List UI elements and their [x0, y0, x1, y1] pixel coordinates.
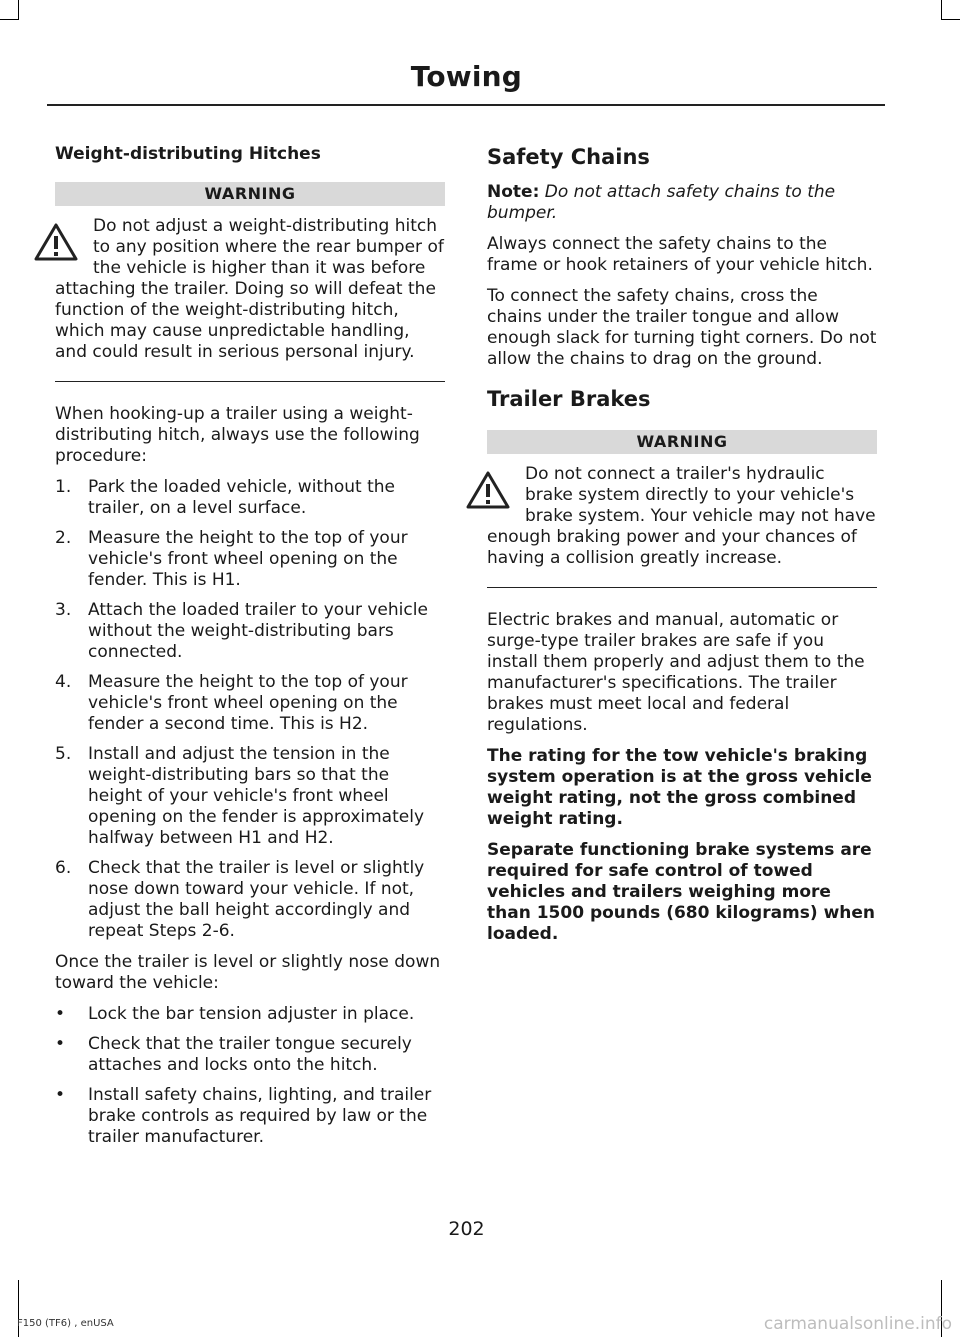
step-number: 3.: [55, 600, 72, 620]
hitch-warning-text: Do not adjust a weight-distributing hitch to any position where the rear bumper of the vehicle is higher than it was before attaching the trailer. Doing so will defeat the function of the weight-distributing hitch, which may cause unpredictable handling, and could result in serious personal injury.: [55, 216, 444, 362]
right-column: [487, 144, 877, 955]
hitch-warning-box: [55, 182, 445, 382]
crop-mark-top-left-h: [0, 19, 19, 20]
step-text: Measure the height to the top of your vehicle's front wheel opening on the fender. This is H1.: [88, 528, 408, 590]
list-item: [55, 528, 445, 591]
note-label: Note:: [487, 182, 540, 202]
bullet-icon: •: [55, 1085, 66, 1105]
trailer-brakes-title: Trailer Brakes: [487, 387, 651, 411]
footer-model-code: F150 (TF6) , enUSA: [17, 1318, 114, 1329]
step-number: 1.: [55, 477, 72, 497]
safety-chains-title: Safety Chains: [487, 145, 650, 169]
safety-paragraph-2: To connect the safety chains, cross the chains under the trailer tongue and allow enough slack for turning tight corners. Do not allow the chains to drag on the ground.: [487, 286, 877, 369]
warning-triangle-icon: [33, 222, 79, 262]
warning-triangle-icon: [465, 470, 511, 510]
brakes-bold-paragraph-2: Separate functioning brake systems are required for safe control of towed vehicles and trailers weighing more than 1500 pounds (680 kilograms) when loaded.: [487, 840, 876, 944]
bullet-icon: •: [55, 1034, 66, 1054]
list-item: [55, 1034, 445, 1076]
list-item: [55, 600, 445, 663]
left-column: [55, 144, 445, 1158]
note-text: Do not attach safety chains to the bumper.: [487, 182, 836, 223]
step-text: Attach the loaded trailer to your vehicle without the weight-distributing bars connected.: [88, 600, 428, 662]
step-number: 4.: [55, 672, 72, 692]
header-rule: [47, 104, 885, 106]
hitch-bullets-list: [55, 1004, 445, 1148]
bullet-text: Check that the trailer tongue securely attaches and locks onto the hitch.: [88, 1034, 412, 1075]
list-item: [55, 744, 445, 849]
crop-mark-top-right-h: [941, 19, 960, 20]
list-item: [55, 1004, 445, 1025]
list-item: [55, 1085, 445, 1148]
crop-mark-top-right-v: [941, 0, 942, 20]
step-number: 2.: [55, 528, 72, 548]
list-item: [55, 858, 445, 942]
list-item: [55, 477, 445, 519]
list-item: [55, 672, 445, 735]
safety-note: [487, 182, 877, 224]
step-text: Park the loaded vehicle, without the trailer, on a level surface.: [88, 477, 395, 518]
crop-mark-top-left-v: [18, 0, 19, 20]
hitch-steps-list: [55, 477, 445, 942]
warning-label: WARNING: [55, 182, 445, 206]
step-text: Check that the trailer is level or slightly nose down toward your vehicle. If not, adjust the ball height accordingly and repeat Steps 2-6.: [88, 858, 425, 941]
watermark: carmanualsonline.info: [763, 1314, 952, 1334]
brakes-bold-paragraph-1: The rating for the tow vehicle's braking system operation is at the gross vehicle weight rating, not the gross combined weight rating.: [487, 746, 872, 829]
bullet-icon: •: [55, 1004, 66, 1024]
step-text: Measure the height to the top of your vehicle's front wheel opening on the fender a second time. This is H2.: [88, 672, 408, 734]
page-title: Towing: [410, 60, 522, 93]
warning-label: WARNING: [487, 430, 877, 454]
hitch-subheading: Weight-distributing Hitches: [55, 144, 321, 164]
brakes-warning-text: Do not connect a trailer's hydraulic brake system directly to your vehicle's brake system. Your vehicle may not have enough braking power and your chances of having a collision greatly increase.: [487, 464, 876, 568]
step-text: Install and adjust the tension in the weight-distributing bars so that the height of your vehicle's front wheel opening on the fender is approximately halfway between H1 and H2.: [88, 744, 425, 848]
brakes-paragraph: Electric brakes and manual, automatic or surge-type trailer brakes are safe if you install them properly and adjust them to the manufacturer's specifications. The trailer brakes must meet local and federal regulations.: [487, 610, 865, 735]
bullet-text: Lock the bar tension adjuster in place.: [88, 1004, 415, 1024]
step-number: 5.: [55, 744, 72, 764]
safety-paragraph-1: Always connect the safety chains to the frame or hook retainers of your vehicle hitch.: [487, 234, 873, 275]
page-number: 202: [448, 1218, 485, 1240]
hitch-intro: When hooking-up a trailer using a weight-distributing hitch, always use the following procedure:: [55, 404, 420, 466]
brakes-warning-box: [487, 430, 877, 588]
bullet-text: Install safety chains, lighting, and trailer brake controls as required by law or the trailer manufacturer.: [88, 1085, 432, 1147]
step-number: 6.: [55, 858, 72, 878]
hitch-after-text: Once the trailer is level or slightly nose down toward the vehicle:: [55, 952, 441, 993]
